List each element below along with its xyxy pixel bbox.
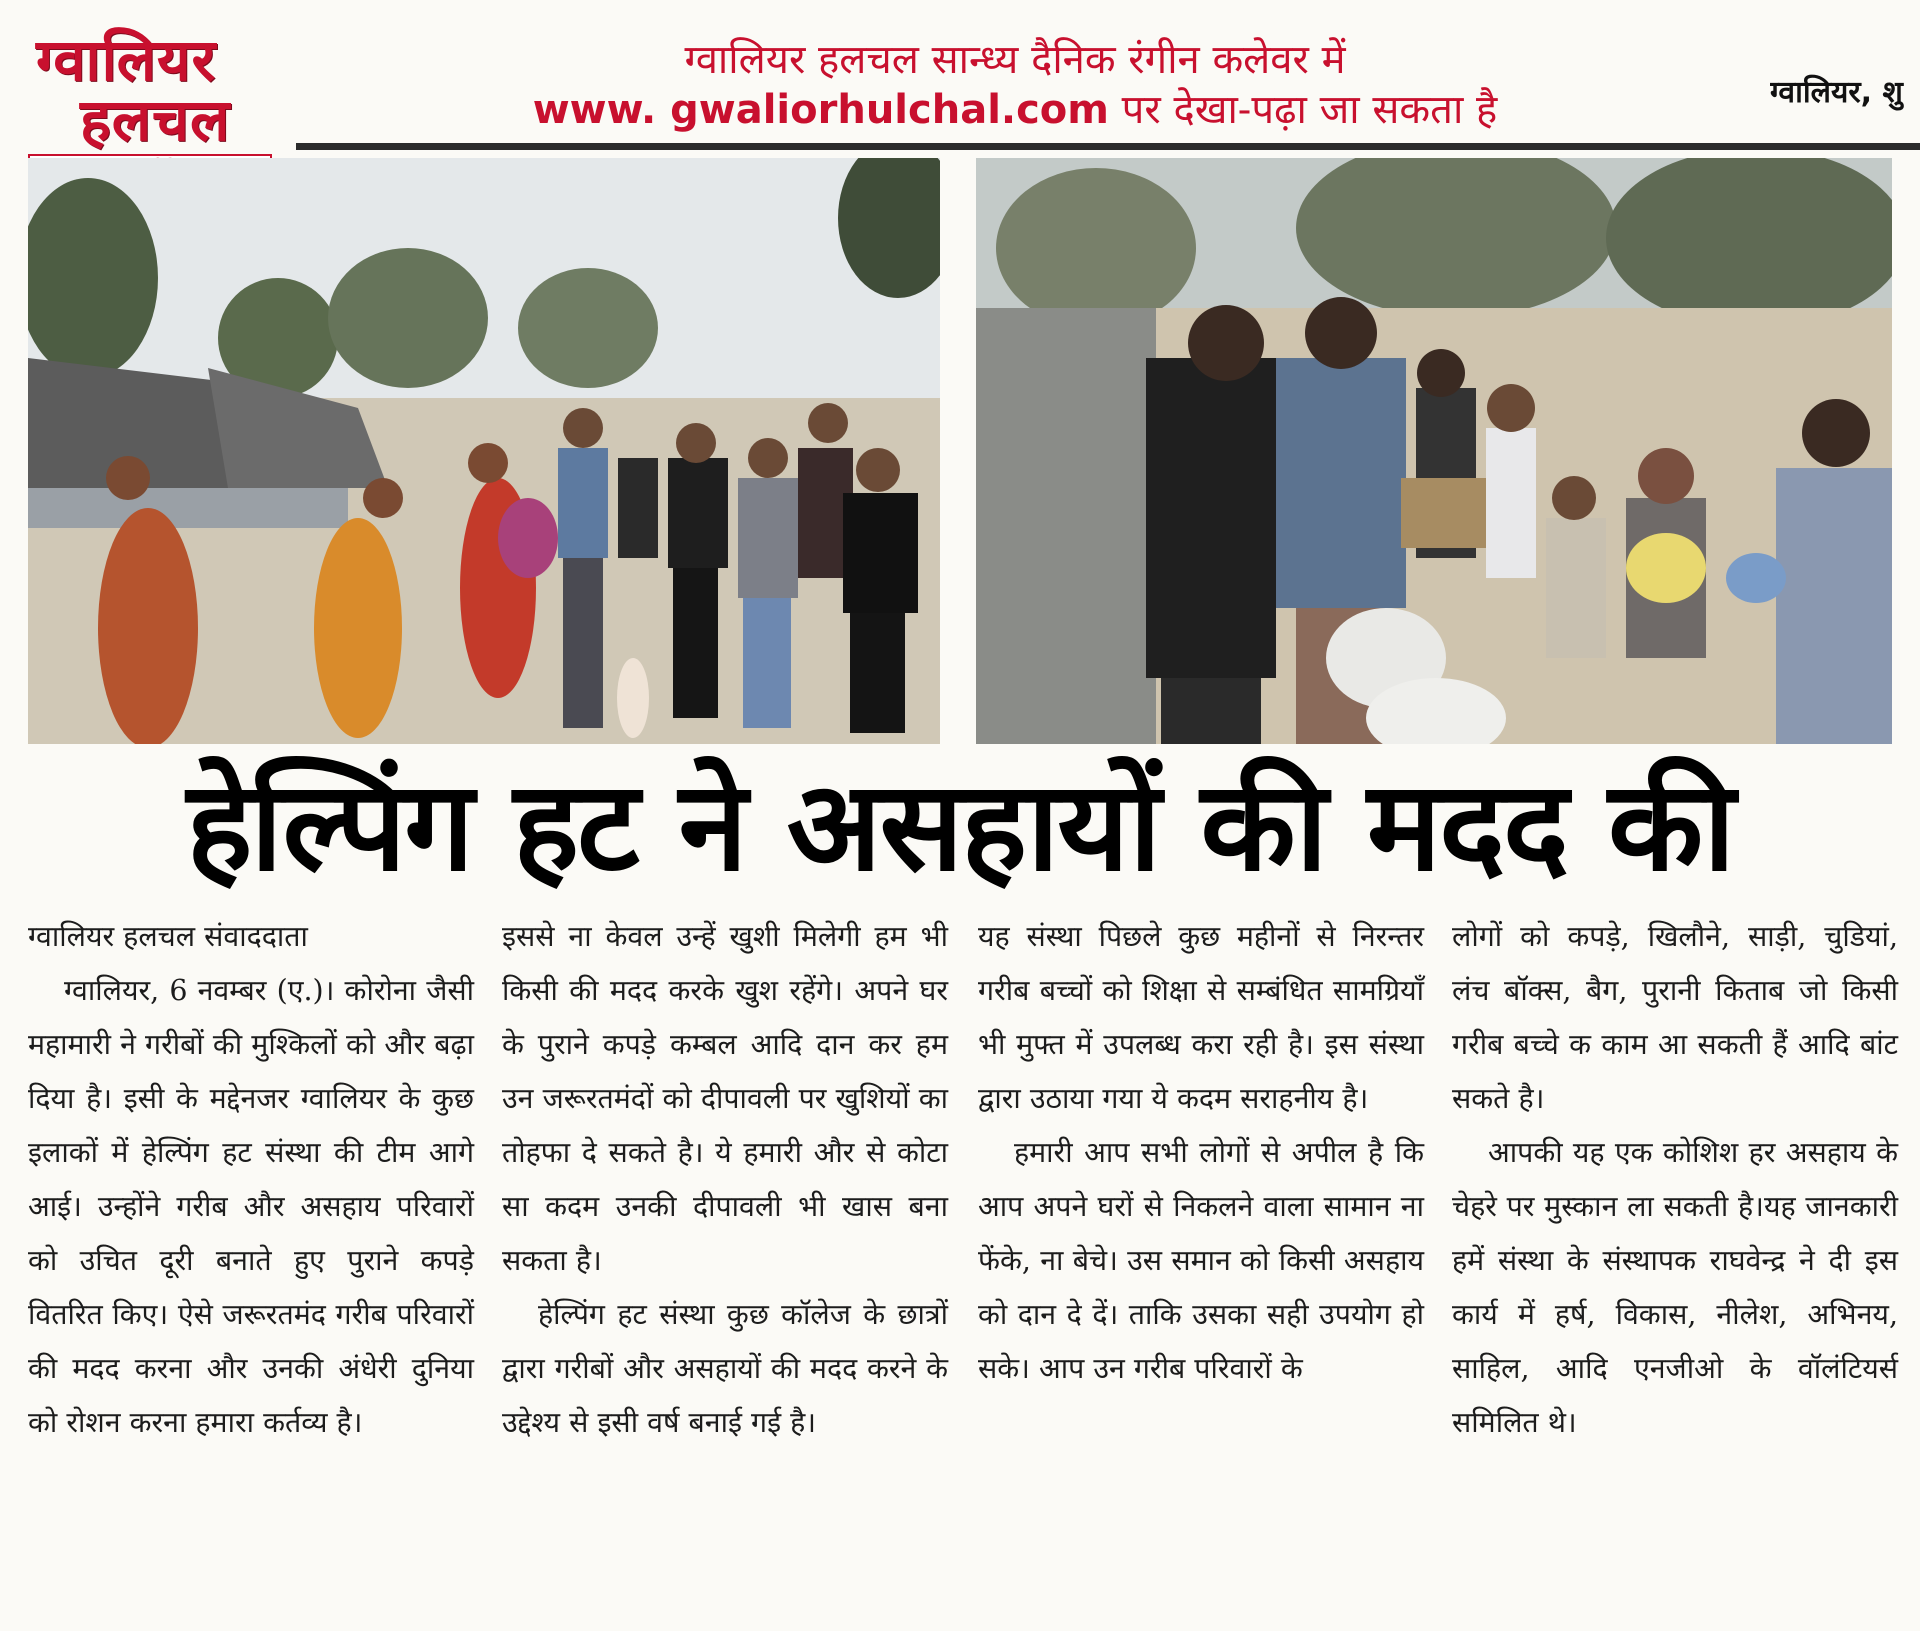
photo-left-illustration (28, 158, 940, 744)
promo-line1: ग्वालियर हलचल सान्ध्य दैनिक रंगीन कलेवर में (684, 37, 1346, 83)
article-column-1 (28, 910, 474, 1450)
paragraph: लोगों को कपड़े, खिलौने, साड़ी, चुडियां, लंच बॉक्स, बैग, पुरानी किताब जो किसी गरीब बच्चे क काम आ सकती हैं आदि बांट सकते है। (1452, 920, 1898, 1115)
paragraph: हमारी आप सभी लोगों से अपील है कि आप अपने घरों से निकलने वाला सामान ना फेंके, ना बेचे। उस समान को किसी असहाय को दान दे दें। ताकि उसका सही उपयोग हो सके। आप उन गरीब परिवारों के (978, 1136, 1424, 1385)
logo-title-line1: ग्वालियर (36, 26, 217, 94)
promo-line2 (410, 84, 1620, 136)
promo-banner (410, 36, 1620, 136)
article-column-3 (978, 910, 1424, 1396)
promo-line2-text: पर देखा-पढ़ा जा सकता है (1108, 87, 1498, 133)
website-url: www. gwaliorhulchal.com (532, 87, 1109, 133)
header-rule (296, 143, 1920, 150)
paragraph: हेल्पिंग हट संस्था कुछ कॉलेज के छात्रों द्वारा गरीबों और असहायों की मदद करने के उद्देश्य से इसी वर्ष बनाई गई है। (502, 1298, 948, 1439)
article-column-2 (502, 910, 948, 1450)
photo-right-illustration (976, 158, 1892, 744)
photo-distributing-clothes (976, 158, 1892, 744)
photo-students-with-families (28, 158, 940, 744)
paragraph: इससे ना केवल उन्हें खुशी मिलेगी हम भी किसी की मदद करके खुश रहेंगे। अपने घर के पुराने कपड़े कम्बल आदि दान कर हम उन जरूरतमंदों को दीपावली पर खुशियों का तोहफा दे सकते है। ये हमारी और से कोटा सा कदम उनकी दीपावली भी खास बना सकता है। (502, 920, 948, 1277)
logo-title-line2: हलचल (80, 86, 231, 154)
paragraph: ग्वालियर, 6 नवम्बर (ए.)। कोरोना जैसी महामारी ने गरीबों की मुश्किलों को और बढ़ा दिया है। इसी के मद्देनजर ग्वालियर के कुछ इलाकों में हेल्पिंग हट संस्था की टीम आगे आई। उन्होंने गरीब और असहाय परिवारों को उचित दूरी बनाते हुए पुराने कपड़े वितरित किए। ऐसे जरूरतमंद गरीब परिवारों की मदद करना और उनकी अंधेरी दुनिया को रोशन करना हमारा कर्तव्य है। (28, 974, 474, 1439)
article-column-4 (1452, 910, 1898, 1450)
byline: ग्वालियर हलचल संवाददाता (28, 920, 308, 953)
paragraph: आपकी यह एक कोशिश हर असहाय के चेहरे पर मुस्कान ला सकती है।यह जानकारी हमें संस्था के संस्थापक राघवेन्द्र ने दी इस कार्य में हर्ष, विकास, नीलेश, अभिनय, साहिल, आदि एनजीओ के वॉलंटियर्स समिलित थे। (1452, 1136, 1898, 1439)
paragraph: यह संस्था पिछले कुछ महीनों से निरन्तर गरीब बच्चों को शिक्षा से सम्बंधित सामग्रियाँ भी मुफ्त में उपलब्ध करा रही है। इस संस्था द्वारा उठाया गया ये कदम सराहनीय है। (978, 920, 1424, 1115)
article-headline: हेल्पिंग हट ने असहायों की मदद की (186, 755, 1734, 899)
dateline: ग्वालियर, शु (1770, 75, 1903, 110)
